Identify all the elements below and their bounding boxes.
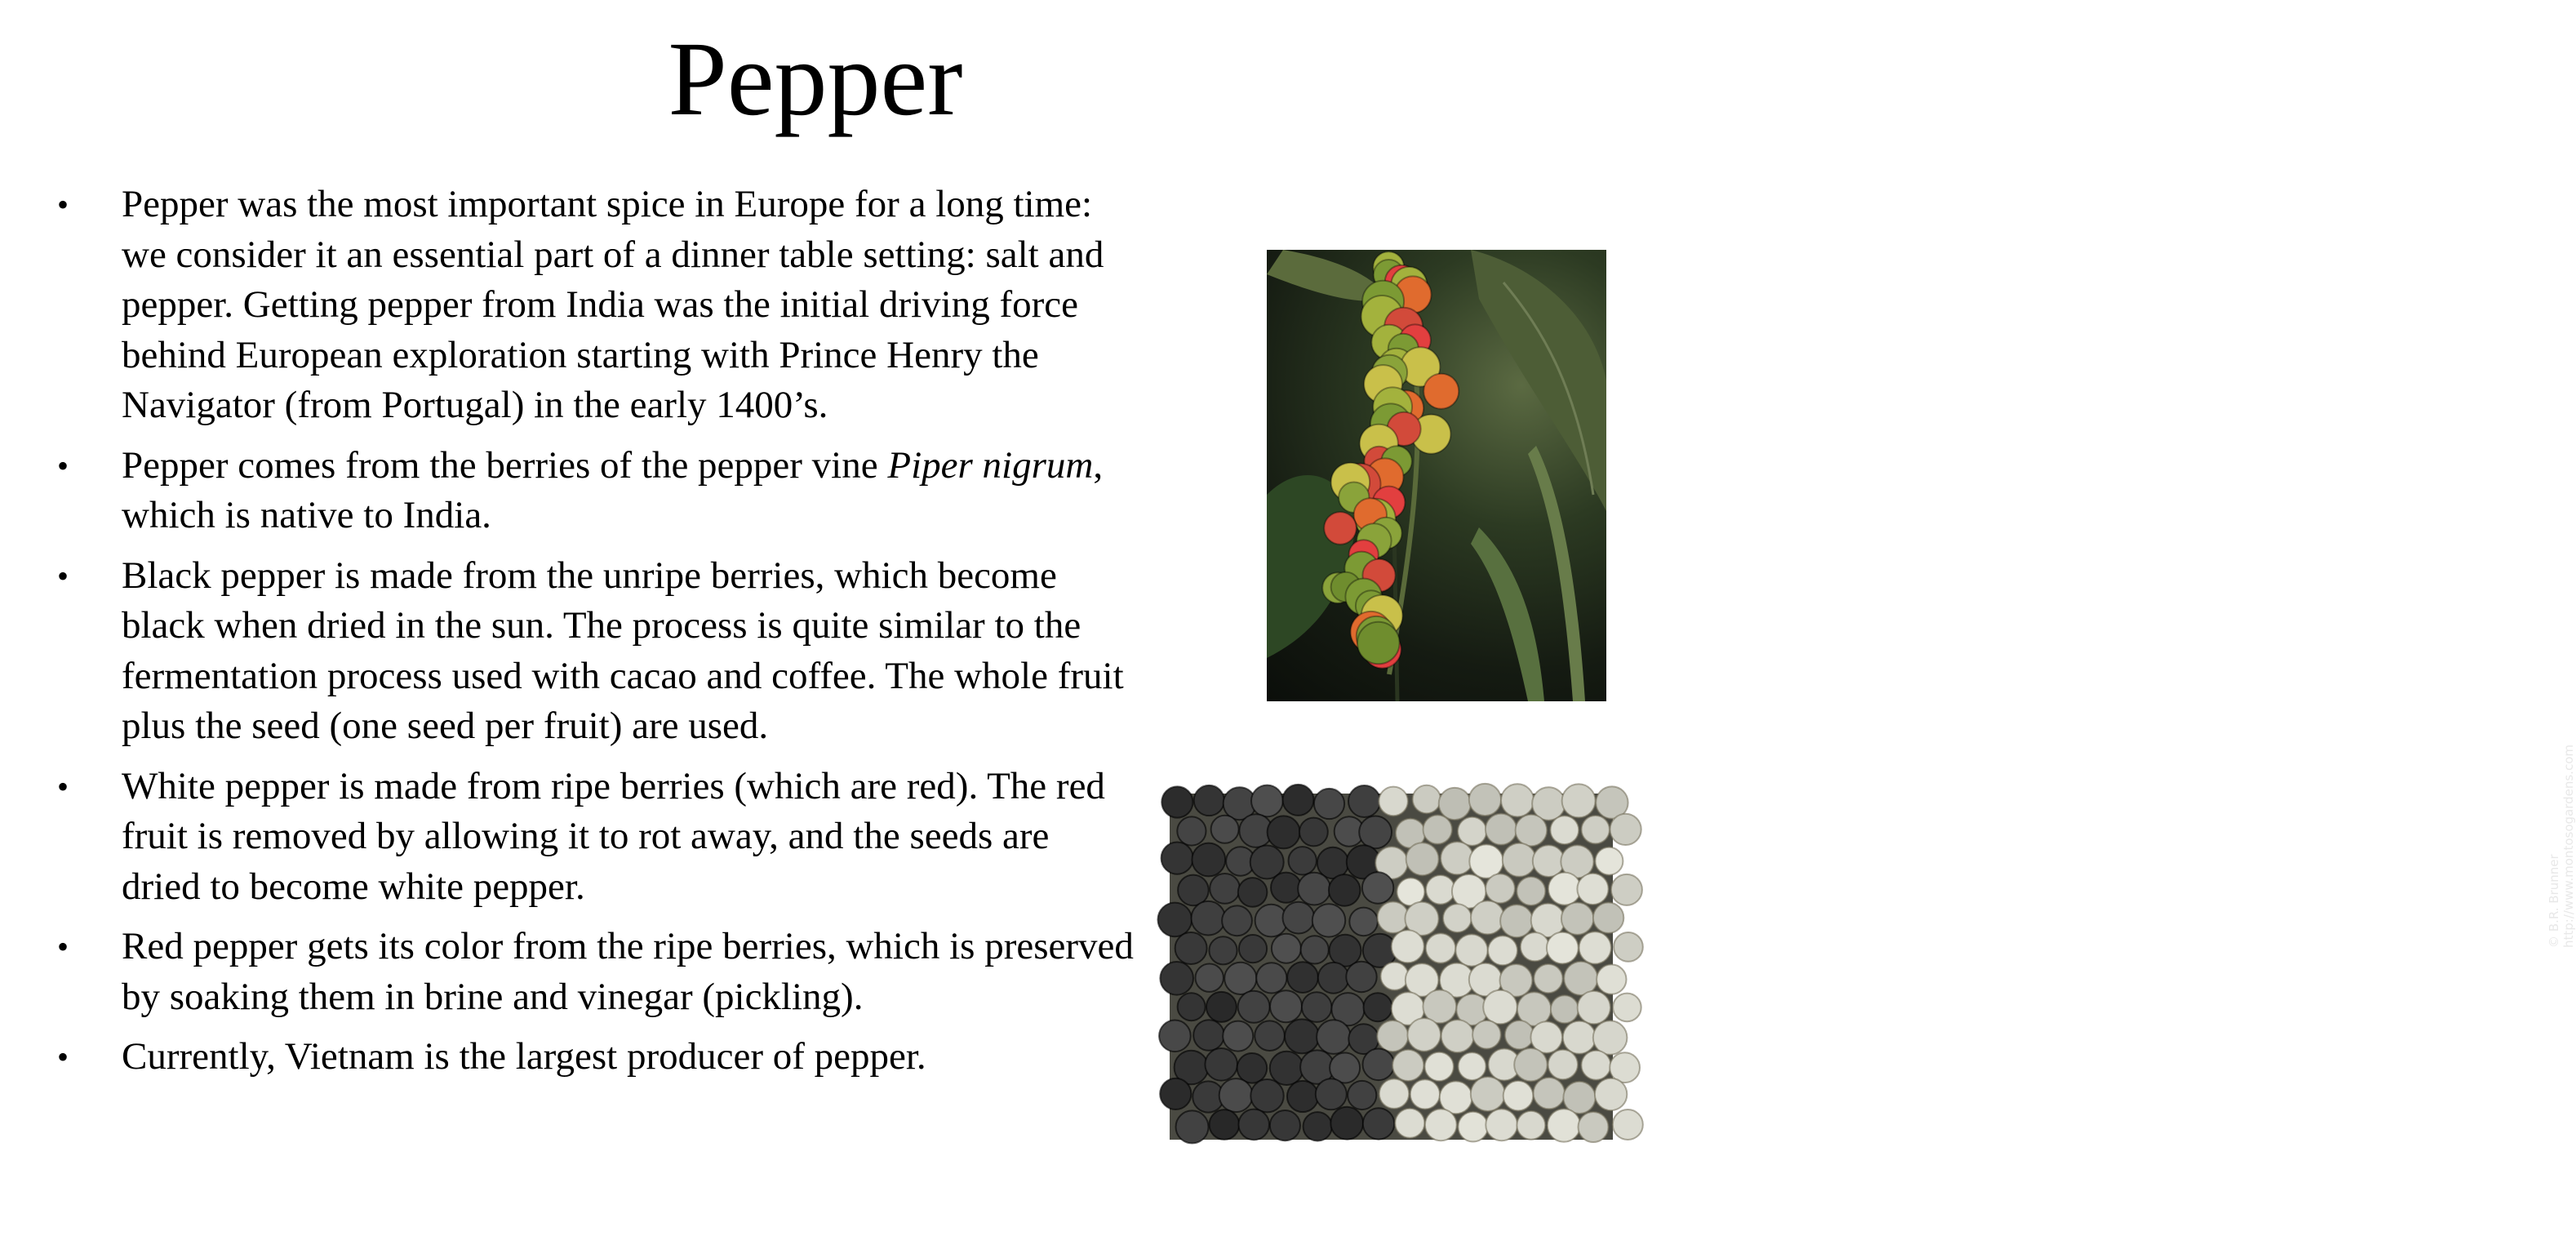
bullet-text-plain: Pepper comes from the berries of the pepper vine <box>122 443 888 487</box>
bullet-marker: • <box>57 557 69 594</box>
bullet-item <box>49 922 1135 1022</box>
black-peppercorn-shape <box>1159 1021 1191 1052</box>
black-peppercorn-shape <box>1192 843 1225 877</box>
white-peppercorn-shape <box>1581 1051 1610 1080</box>
white-peppercorn-shape <box>1597 964 1626 994</box>
white-peppercorn-shape <box>1561 903 1593 935</box>
black-peppercorn-shape <box>1194 785 1224 816</box>
black-peppercorn-shape <box>1285 1019 1319 1053</box>
white-peppercorn-shape <box>1595 1078 1627 1110</box>
white-peppercorn-shape <box>1577 874 1608 905</box>
white-peppercorn-shape <box>1551 995 1579 1023</box>
black-peppercorn-shape <box>1348 785 1380 817</box>
black-peppercorn-shape <box>1317 1020 1351 1054</box>
bullet-text-plain: Black pepper is made from the unripe berries, which become black when dried in the sun. The process is quite similar to the fermentation process used with cacao and coffee. The whole fruit plus the seed (one seed per fruit) are used. <box>122 554 1124 747</box>
white-peppercorn-shape <box>1562 784 1596 817</box>
black-peppercorn-shape <box>1210 874 1240 904</box>
black-peppercorn-shape <box>1289 847 1317 874</box>
black-peppercorn-shape <box>1268 816 1300 848</box>
black-peppercorn-shape <box>1298 873 1330 905</box>
black-peppercorn-shape <box>1316 1078 1347 1109</box>
white-peppercorn-shape <box>1610 814 1641 845</box>
black-peppercorn-shape <box>1160 962 1193 995</box>
berry-shape <box>1324 512 1357 545</box>
white-peppercorn-shape <box>1483 990 1517 1025</box>
white-peppercorn-shape <box>1458 1112 1488 1142</box>
white-peppercorn-shape <box>1579 1112 1609 1142</box>
pepper-vine-photo <box>1267 250 2576 948</box>
bullet-text <box>122 765 1105 908</box>
black-peppercorn-shape <box>1175 932 1207 964</box>
white-peppercorn-shape <box>1469 784 1501 816</box>
white-peppercorn-shape <box>1392 1050 1423 1081</box>
white-peppercorn-shape <box>1593 903 1623 933</box>
white-peppercorn-shape <box>1501 784 1534 816</box>
black-peppercorn-shape <box>1223 1021 1253 1052</box>
white-peppercorn-shape <box>1392 930 1424 963</box>
black-peppercorn-shape <box>1211 816 1239 843</box>
slide-title-text: Pepper <box>668 20 963 138</box>
black-peppercorn-shape <box>1192 901 1226 936</box>
white-peppercorn-shape <box>1611 874 1642 905</box>
white-peppercorn-shape <box>1426 875 1455 905</box>
black-peppercorn-shape <box>1238 1109 1269 1141</box>
black-peppercorn-shape <box>1301 936 1329 963</box>
photo-credit-url: http://www.montosogardens.com <box>2561 745 2576 948</box>
white-peppercorn-shape <box>1503 843 1536 877</box>
white-peppercorn-shape <box>1505 1021 1534 1049</box>
black-peppercorn-shape <box>1256 963 1286 993</box>
white-peppercorn-shape <box>1521 932 1549 961</box>
bullet-item <box>49 180 1135 431</box>
black-peppercorn-shape <box>1161 786 1193 817</box>
black-peppercorn-shape <box>1364 993 1392 1021</box>
white-peppercorn-shape <box>1486 814 1517 845</box>
white-peppercorn-shape <box>1550 816 1579 844</box>
black-peppercorn-shape <box>1283 785 1314 816</box>
black-peppercorn-shape <box>1196 964 1224 992</box>
white-peppercorn-shape <box>1472 1021 1501 1049</box>
white-peppercorn-shape <box>1441 1020 1474 1052</box>
bullet-marker: • <box>57 447 69 484</box>
black-peppercorn-shape <box>1363 1108 1394 1139</box>
white-peppercorn-shape <box>1381 963 1409 990</box>
white-peppercorn-shape <box>1516 815 1548 847</box>
bullet-text <box>122 183 1104 426</box>
black-peppercorn-shape <box>1346 962 1376 992</box>
black-peppercorn-shape <box>1224 963 1256 994</box>
white-peppercorn-shape <box>1406 843 1439 875</box>
black-peppercorn-shape <box>1302 992 1332 1022</box>
white-peppercorn-shape <box>1425 1109 1457 1141</box>
black-peppercorn-shape <box>1287 962 1318 993</box>
black-peppercorn-shape <box>1222 905 1252 936</box>
white-peppercorn-shape <box>1455 934 1487 966</box>
bullet-text <box>122 554 1124 748</box>
white-peppercorn-shape <box>1410 1079 1440 1109</box>
photo-credit-author: © B.R. Brunner <box>2547 854 2561 948</box>
berry-shape <box>1423 374 1459 409</box>
white-peppercorn-shape <box>1425 1052 1454 1081</box>
white-peppercorn-shape <box>1458 817 1486 846</box>
white-peppercorn-shape <box>1514 1048 1547 1081</box>
black-peppercorn-shape <box>1318 963 1349 994</box>
black-peppercorn-shape <box>1271 873 1301 903</box>
white-peppercorn-shape <box>1439 788 1471 820</box>
white-peppercorn-shape <box>1407 1018 1441 1052</box>
white-peppercorn-shape <box>1486 1109 1517 1141</box>
black-peppercorn-shape <box>1255 1021 1285 1051</box>
white-peppercorn-shape <box>1441 842 1473 874</box>
black-peppercorn-shape <box>1161 843 1193 874</box>
black-peppercorn-shape <box>1312 904 1345 936</box>
peppercorns-illustration <box>1170 794 1613 1140</box>
white-peppercorn-shape <box>1548 873 1581 905</box>
photo-credit <box>2547 745 2576 948</box>
bullet-marker: • <box>57 1038 69 1075</box>
white-peppercorn-shape <box>1503 1081 1534 1111</box>
bullet-marker: • <box>57 186 69 223</box>
bullet-item <box>49 551 1135 752</box>
white-peppercorn-shape <box>1500 905 1533 937</box>
black-peppercorn-shape <box>1349 908 1378 936</box>
white-peppercorn-shape <box>1459 1052 1486 1080</box>
black-peppercorn-shape <box>1329 874 1361 906</box>
bullet-marker: • <box>57 928 69 965</box>
white-peppercorn-shape <box>1563 1021 1596 1054</box>
black-peppercorn-shape <box>1359 816 1392 849</box>
black-peppercorn-shape <box>1238 991 1270 1023</box>
black-peppercorn-shape <box>1205 1048 1237 1081</box>
bullet-text-plain: White pepper is made from ripe berries (which are red). The red fruit is removed by allowing it to rot away, and the seeds are dried to become white pepper. <box>122 764 1105 908</box>
black-peppercorn-shape <box>1283 902 1315 934</box>
bullet-item <box>49 441 1135 541</box>
white-peppercorn-shape <box>1595 847 1623 875</box>
black-peppercorn-shape <box>1178 993 1206 1021</box>
peppercorns-photo <box>1170 794 1613 1140</box>
white-peppercorn-shape <box>1533 845 1565 877</box>
white-peppercorn-shape <box>1582 816 1610 843</box>
black-peppercorn-shape <box>1250 1079 1283 1112</box>
bullet-item <box>49 762 1135 913</box>
black-peppercorn-shape <box>1272 934 1301 963</box>
bullet-text <box>122 925 1134 1018</box>
slide-title <box>0 18 1672 140</box>
white-peppercorn-shape <box>1517 877 1545 905</box>
white-peppercorn-shape <box>1471 900 1504 934</box>
black-peppercorn-shape <box>1238 878 1268 907</box>
white-peppercorn-shape <box>1423 815 1452 843</box>
bullet-text-plain: Red pepper gets its color from the ripe berries, which is preserved by soaking them in brine and vinegar (pickling). <box>122 925 1134 1018</box>
white-peppercorn-shape <box>1593 1021 1628 1055</box>
black-peppercorn-shape <box>1299 818 1328 847</box>
white-peppercorn-shape <box>1413 785 1441 813</box>
species-name: Piper nigrum <box>887 443 1094 487</box>
white-peppercorn-shape <box>1534 1078 1565 1109</box>
white-peppercorn-shape <box>1378 902 1409 933</box>
black-peppercorn-shape <box>1193 1020 1224 1051</box>
white-peppercorn-shape <box>1379 787 1408 816</box>
bullet-text-plain: Pepper was the most important spice in Europe for a long time: we consider it an essential part of a dinner table setting: salt and pepper. Getting pepper from India was the initial driving force behind European exploration starting with Prince Henry the Navigator (from Portugal) in the early 1400’s. <box>122 183 1104 426</box>
bullet-list <box>49 180 1135 1092</box>
black-peppercorn-shape <box>1239 935 1267 963</box>
white-peppercorn-shape <box>1443 904 1472 932</box>
white-peppercorn-shape <box>1578 991 1610 1024</box>
black-peppercorn-shape <box>1363 1049 1395 1081</box>
bullet-marker: • <box>57 767 69 805</box>
black-peppercorn-shape <box>1251 785 1283 817</box>
pepper-vine-illustration <box>1267 250 1606 701</box>
white-peppercorn-shape <box>1471 1077 1505 1111</box>
white-peppercorn-shape <box>1564 962 1597 995</box>
white-peppercorn-shape <box>1517 1111 1545 1140</box>
white-peppercorn-shape <box>1534 964 1562 993</box>
black-peppercorn-shape <box>1330 1107 1363 1140</box>
black-peppercorn-shape <box>1206 992 1237 1022</box>
black-peppercorn-shape <box>1158 903 1193 937</box>
white-peppercorn-shape <box>1379 1079 1409 1109</box>
white-peppercorn-shape <box>1377 1021 1408 1052</box>
white-peppercorn-shape <box>1613 1109 1643 1140</box>
white-peppercorn-shape <box>1548 1050 1578 1079</box>
black-peppercorn-shape <box>1219 1078 1253 1112</box>
bullet-text <box>122 1035 926 1078</box>
white-peppercorn-shape <box>1426 933 1455 963</box>
black-peppercorn-shape <box>1237 1053 1268 1083</box>
bullet-text <box>122 444 1103 537</box>
white-peppercorn-shape <box>1579 932 1611 963</box>
white-peppercorn-shape <box>1548 1109 1580 1141</box>
bullet-text-plain: , which is native to India. <box>122 443 1104 536</box>
berry-shape <box>1357 622 1400 665</box>
white-peppercorn-shape <box>1547 932 1579 964</box>
black-peppercorn-shape <box>1287 1081 1318 1112</box>
black-peppercorn-shape <box>1304 1112 1332 1141</box>
bullet-item <box>49 1032 1135 1083</box>
black-peppercorn-shape <box>1160 1078 1191 1109</box>
black-peppercorn-shape <box>1209 936 1237 964</box>
black-peppercorn-shape <box>1210 1109 1240 1140</box>
white-peppercorn-shape <box>1395 1109 1424 1138</box>
black-peppercorn-shape <box>1270 1052 1304 1085</box>
bullet-text-plain: Currently, Vietnam is the largest producer of pepper. <box>122 1035 926 1078</box>
black-peppercorn-shape <box>1314 789 1344 819</box>
black-peppercorn-shape <box>1348 1081 1376 1109</box>
white-peppercorn-shape <box>1486 874 1515 903</box>
black-peppercorn-shape <box>1270 990 1302 1022</box>
white-peppercorn-shape <box>1614 932 1643 962</box>
black-peppercorn-shape <box>1176 1110 1209 1143</box>
white-peppercorn-shape <box>1488 936 1517 965</box>
black-peppercorn-shape <box>1177 816 1206 845</box>
black-peppercorn-shape <box>1362 872 1393 903</box>
white-peppercorn-shape <box>1613 994 1641 1022</box>
black-peppercorn-shape <box>1270 1110 1300 1141</box>
